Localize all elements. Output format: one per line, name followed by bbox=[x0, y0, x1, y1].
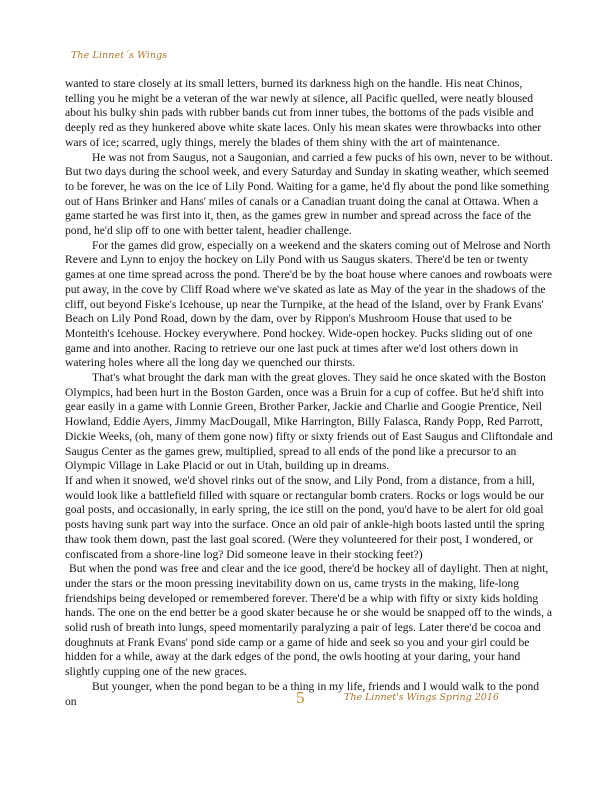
running-header: The Linnet´s Wings bbox=[71, 50, 168, 61]
paragraph: wanted to stare closely at its small letters, burned its darkness high on the handle. His neat Chinos, telling you he might be a veteran of the war newly at silence, all Pacific quelled, were neatly bloused about his bulky shin pads with rubber bands cut from inner tubes, the bottoms of the pads visible and deeply red as they hunkered above white skate laces. Only his mean skates were throwbacks into other wars of ice; scarred, ugly things, merely the blades of them shiny with the art of maintenance. bbox=[65, 77, 542, 149]
article-body bbox=[65, 77, 553, 709]
page-footer bbox=[0, 688, 612, 708]
paragraph: For the games did grow, especially on a weekend and the skaters coming out of Melrose and North Revere and Lynn to enjoy the hockey on Lily Pond with us Saugus skaters. There'd be ten or twenty games at one time spread across the pond. There'd be by the boat house where canoes and rowboats were put away, in the cove by Cliff Road where we've skated as late as May of the year in the shadows of the cliff, out beyond Fiske's Icehouse, up near the Turnpike, at the head of the Island, over by Frank Evans' Beach on Lily Pond Road, down by the dam, over by Rippon's Mushroom House that used to be Monteith's Icehouse. Hockey everywhere. Pond hockey. Wide-open hockey. Pucks sliding out of one game and into another. Racing to retrieve our one last puck at times after we'd lost others down in watering holes where all the long day we quenched our thirsts. bbox=[65, 238, 553, 370]
paragraph: But when the pond was free and clear and the ice good, there'd be hockey all of daylight. Then at night, under the stars or the moon pressing inevitability down on us, came trysts in the making, life-long friendships being developed or remembered forever. There'd be a whip with fifty or sixty kids holding hands. The one on the end better be a good skater because he or she would be snapped off to the winds, a solid rush of breath into lungs, speed momentarily paralyzing a pair of legs. Later there'd be cocoa and doughnuts at Frank Evans' pond side camp or a game of hide and seek so you and your girl could be hidden for a while, away at the dark edges of the pond, the owls hooting at your daring, your hand slightly cupping one of the new graces. bbox=[65, 562, 553, 679]
page-number: 5 bbox=[296, 688, 305, 707]
paragraph: That's what brought the dark man with the great gloves. They said he once skated with the Boston Olympics, had been hurt in the Boston Garden, once was a Bruin for a cup of coffee. But he'd shift into gear easily in a game with Lonnie Green, Brother Parker, Jackie and Charlie and Googie Prentice, Neil Howland, Eddie Ayers, Jimmy MacDougall, Mike Harrington, Billy Falasca, Randy Popp, Red Parrott, Dickie Weeks, (oh, many of them gone now) fifty or sixty friends out of East Saugus and Cliftondale and Saugus Center as the games grew, multiplied, spread to all ends of the pond like a precursor to an Olympic Village in Lake Placid or out in Utah, building up in dreams. bbox=[65, 371, 553, 473]
footer-title: The Linnet's Wings Spring 2016 bbox=[344, 692, 499, 703]
paragraph: But younger, when the pond began to be a thing in my life, friends and I would walk to the pond on bbox=[65, 679, 540, 708]
paragraph: If and when it snowed, we'd shovel rinks out of the snow, and Lily Pond, from a distance, from a hill, would look like a battlefield filled with square or rectangular bomb craters. Rocks or logs would be our goal posts, and occasionally, in early spring, the ice still on the pond, you'd have to be alert for old goal posts having sunk part way into the surface. Once an old pair of ankle-high boots lasted until the spring thaw took them down, past the last goal scored. (Were they volunteered for their post, I wondered, or confiscated from a shore-line log? Did someone leave in their stocking feet?) bbox=[65, 473, 545, 561]
paragraph: He was not from Saugus, not a Saugonian, and carried a few pucks of his own, never to be without. But two days during the school week, and every Saturday and Sunday in skating weather, which seemed to be forever, he was on the ice of Lily Pond. Waiting for a game, he'd fly about the pond like something out of Hans Brinker and Hans' miles of canals or a Canadian truant doing the canal at Ottawa. When a game started he was first into it, then, as the games grew in number and spread across the face of the pond, he'd slip off to one with better talent, headier challenge. bbox=[65, 150, 553, 238]
